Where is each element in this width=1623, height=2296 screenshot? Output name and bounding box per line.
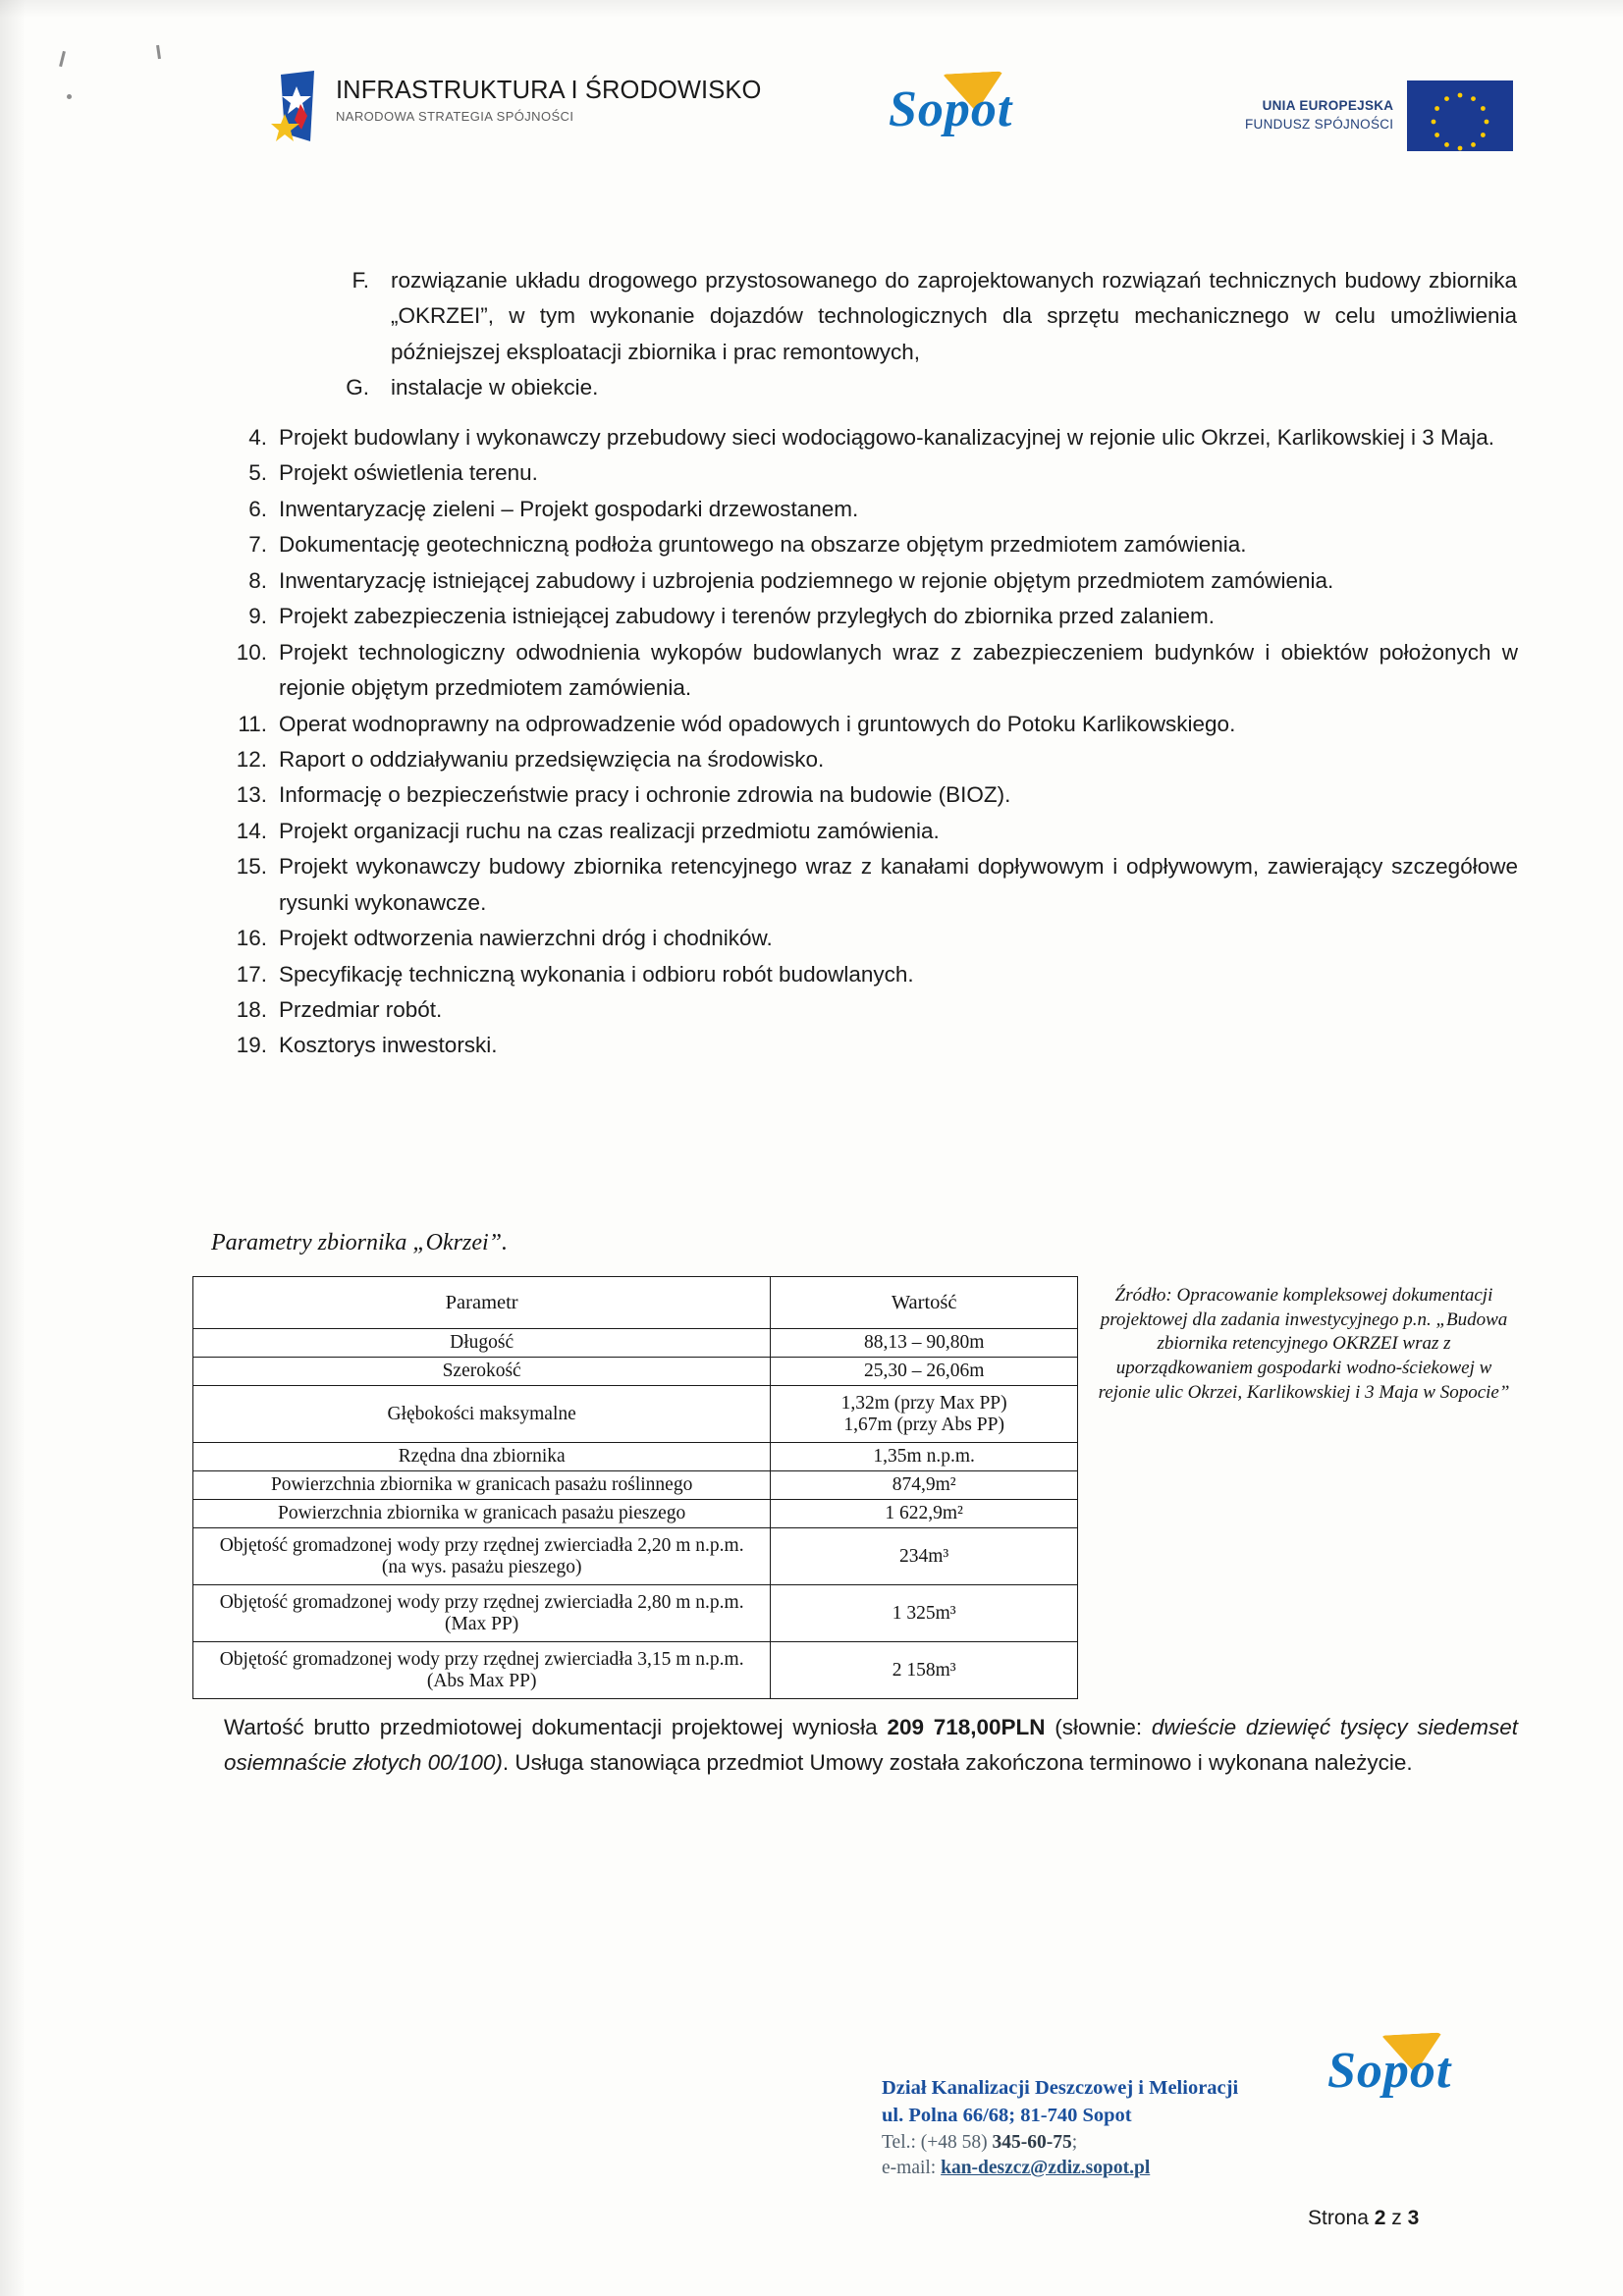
list-item-text: Projekt odtworzenia nawierzchni dróg i chodników. xyxy=(279,926,773,951)
list-item-text: Projekt organizacji ruchu na czas realizacji przedmiotu zamówienia. xyxy=(279,818,940,843)
table-row xyxy=(193,1358,1078,1386)
table-row xyxy=(193,1500,1078,1528)
list-item xyxy=(224,420,1518,455)
table-row xyxy=(193,1585,1078,1642)
list-marker: 14. xyxy=(236,818,267,843)
table-cell-parameter: Szerokość xyxy=(193,1358,771,1386)
list-item-text: Projekt wykonawczy budowy zbiornika retencyjnego wraz z kanałami dopływowym i odpływowym, zawierający szczegółowe rysunki wykonawcze. xyxy=(279,854,1518,915)
table-cell-value: 2 158m³ xyxy=(771,1642,1078,1699)
list-marker: 18. xyxy=(236,997,267,1022)
table-row xyxy=(193,1386,1078,1443)
table-cell-value: 25,30 – 26,06m xyxy=(771,1358,1078,1386)
footer-email-row xyxy=(882,2156,1238,2182)
list-item-text: Projekt zabezpieczenia istniejącej zabudowy i terenów przyległych do zbiornika przed zalaniem. xyxy=(279,604,1215,629)
table-cell-parameter-line2: (na wys. pasażu pieszego) xyxy=(381,1556,582,1577)
scan-edge-shadow-top xyxy=(0,0,1623,18)
table-cell-parameter-line1: Objętość gromadzonej wody przy rzędnej zwierciadła 2,20 m n.p.m. xyxy=(219,1534,744,1556)
list-marker: 4. xyxy=(248,425,267,450)
table-cell-parameter-line1: Objętość gromadzonej wody przy rzędnej zwierciadła 2,80 m n.p.m. xyxy=(219,1591,744,1613)
footer-address: ul. Polna 66/68; 81-740 Sopot xyxy=(882,2104,1132,2126)
footer-email-label: e-mail: xyxy=(882,2158,942,2179)
list-marker: 15. xyxy=(236,854,267,880)
scan-artifact-speck xyxy=(59,51,66,67)
table-cell-parameter: Powierzchnia zbiornika w granicach pasażu pieszego xyxy=(193,1500,771,1528)
list-marker: 10. xyxy=(236,639,267,665)
sopot-logo-header xyxy=(889,71,1036,153)
list-item-text: Inwentaryzację zieleni – Projekt gospodarki drzewostanem. xyxy=(279,496,859,521)
list-item xyxy=(224,527,1518,562)
eu-logo-line1: UNIA EUROPEJSKA xyxy=(1262,98,1394,114)
list-item-text: Dokumentację geotechniczną podłoża gruntowego na obszarze objętym przedmiotem zamówienia. xyxy=(279,532,1247,558)
table-cell-value: 874,9m² xyxy=(771,1471,1078,1500)
list-item xyxy=(224,492,1518,527)
list-marker: 13. xyxy=(236,782,267,808)
table-caption: Parametry zbiornika „Okrzei”. xyxy=(211,1230,508,1255)
infrastructure-title: INFRASTRUKTURA I ŚRODOWISKO xyxy=(336,77,762,104)
page-number xyxy=(1308,2207,1419,2230)
list-item xyxy=(224,1028,1518,1063)
footer-contact-block xyxy=(882,2075,1238,2182)
footer-department: Dział Kanalizacji Deszczowej i Melioracji xyxy=(882,2077,1239,2099)
list-item xyxy=(224,707,1518,742)
list-marker: G. xyxy=(346,375,369,400)
table-cell-value: 88,13 – 90,80m xyxy=(771,1329,1078,1358)
list-item-text: Inwentaryzację istniejącej zabudowy i uzbrojenia podziemnego w rejonie objętym przedmiotem zamówienia. xyxy=(279,567,1334,593)
list-marker: 9. xyxy=(248,604,267,629)
list-marker: 17. xyxy=(236,961,267,987)
table-cell-value: 1,35m n.p.m. xyxy=(771,1443,1078,1471)
list-item xyxy=(224,849,1518,921)
scan-edge-shadow-left xyxy=(0,0,26,2296)
closing-part3: . Usługa stanowiąca przedmiot Umowy została zakończona terminowo i wykonana należycie. xyxy=(502,1750,1413,1776)
list-item xyxy=(224,599,1518,634)
eu-logo xyxy=(1245,80,1513,151)
list-item xyxy=(324,370,1517,405)
table-header-value: Wartość xyxy=(771,1277,1078,1329)
table-cell-value-line2: 1,67m (przy Abs PP) xyxy=(843,1414,1004,1435)
table-row xyxy=(193,1329,1078,1358)
list-item xyxy=(224,742,1518,777)
table-cell-value: 1 325m³ xyxy=(771,1585,1078,1642)
reservoir-parameters-table xyxy=(192,1276,1078,1699)
list-item xyxy=(224,814,1518,849)
table-header-parameter: Parametr xyxy=(193,1277,771,1329)
closing-amount-words: dwieście dziewięć tysięcy siedemset osiemnaście złotych 00/100) xyxy=(224,1715,1518,1776)
page-header xyxy=(0,69,1623,163)
sopot-logo-text: Sopot xyxy=(889,81,1013,137)
closing-amount: 209 718,00PLN xyxy=(887,1715,1046,1739)
list-item xyxy=(224,635,1518,707)
footer-email-link[interactable]: kan-deszcz@zdiz.sopot.pl xyxy=(941,2158,1151,2179)
numbered-list xyxy=(224,420,1518,1064)
list-item-text: Raport o oddziaływaniu przedsięwzięcia na środowisko. xyxy=(279,746,825,772)
list-marker: 5. xyxy=(248,460,267,486)
list-item-text: Operat wodnoprawny na odprowadzenie wód opadowych i gruntowych do Potoku Karlikowskiego. xyxy=(279,711,1236,736)
table-row xyxy=(193,1528,1078,1585)
footer-phone-label: Tel.: (+48 58) xyxy=(882,2131,993,2153)
footer-phone-suffix: ; xyxy=(1071,2131,1078,2153)
table-cell-parameter-line2: (Abs Max PP) xyxy=(426,1670,537,1691)
table-cell-parameter: Długość xyxy=(193,1329,771,1358)
table-cell-value: 1 622,9m² xyxy=(771,1500,1078,1528)
alpha-list xyxy=(324,263,1517,406)
infrastructure-logo-text xyxy=(336,69,761,124)
table-row xyxy=(193,1471,1078,1500)
list-marker: F. xyxy=(352,268,369,293)
list-item xyxy=(224,921,1518,956)
sopot-logo-footer xyxy=(1327,2032,1475,2114)
table-cell-parameter-line2: (Max PP) xyxy=(445,1613,519,1634)
list-item-text: Specyfikację techniczną wykonania i odbioru robót budowlanych. xyxy=(279,961,914,987)
table-row xyxy=(193,1443,1078,1471)
list-item xyxy=(224,957,1518,992)
table-cell-parameter: Rzędna dna zbiornika xyxy=(193,1443,771,1471)
table-cell-parameter: Powierzchnia zbiornika w granicach pasażu roślinnego xyxy=(193,1471,771,1500)
list-marker: 19. xyxy=(236,1033,267,1058)
table-cell-parameter xyxy=(193,1528,771,1585)
table-row xyxy=(193,1642,1078,1699)
list-marker: 6. xyxy=(248,496,267,521)
table-cell-value: 234m³ xyxy=(771,1528,1078,1585)
footer-phone-number: 345-60-75 xyxy=(992,2131,1072,2153)
page-number-current: 2 xyxy=(1374,2207,1386,2229)
footer-phone xyxy=(882,2130,1238,2157)
list-item xyxy=(324,263,1517,370)
list-item-text: Kosztorys inwestorski. xyxy=(279,1033,498,1058)
list-marker: 11. xyxy=(238,711,267,736)
closing-part1: Wartość brutto przedmiotowej dokumentacji projektowej wyniosła xyxy=(224,1715,888,1739)
list-marker: 12. xyxy=(236,746,267,772)
table-cell-parameter xyxy=(193,1642,771,1699)
list-item-text: Informację o bezpieczeństwie pracy i ochronie zdrowia na budowie (BIOZ). xyxy=(279,782,1011,808)
closing-paragraph xyxy=(224,1710,1518,1782)
page-number-total: 3 xyxy=(1407,2207,1420,2229)
list-item xyxy=(224,777,1518,813)
page-number-label: Strona xyxy=(1308,2207,1375,2229)
table-header-row xyxy=(193,1277,1078,1329)
eu-flag-icon xyxy=(1407,80,1513,151)
list-marker: 16. xyxy=(236,926,267,951)
table-cell-parameter xyxy=(193,1585,771,1642)
scan-artifact-speck xyxy=(156,45,161,59)
list-item-text: Projekt technologiczny odwodnienia wykopów budowlanych wraz z zabezpieczeniem budynków i obiektów położonych w rejonie objętym przedmiotem zamówienia. xyxy=(279,639,1518,701)
table-cell-value xyxy=(771,1386,1078,1443)
infrastructure-flag-star-icon xyxy=(271,69,324,145)
closing-part2: (słownie: xyxy=(1045,1715,1152,1739)
table-source-note: Źródło: Opracowanie kompleksowej dokumentacji projektowej dla zadania inwestycyjnego p.n. „Budowa zbiornika retencyjnego OKRZEI wraz z uporządkowaniem gospodarki wodno-ściekowej w rejonie ulic Okrzei, Karlikowskiej i 3 Maja w Sopocie” xyxy=(1098,1285,1510,1403)
sopot-logo-text: Sopot xyxy=(1327,2043,1452,2099)
table-cell-value-line1: 1,32m (przy Max PP) xyxy=(840,1392,1007,1414)
list-marker: 7. xyxy=(248,532,267,558)
list-marker: 8. xyxy=(248,567,267,593)
list-item-text: rozwiązanie układu drogowego przystosowanego do zaprojektowanych rozwiązań technicznych budowy zbiornika „OKRZEI”, w tym wykonanie dojazdów technologicznych dla sprzętu mechanicznego w celu umożliwienia późniejszej eksploatacji zbiornika i prac remontowych, xyxy=(391,268,1517,364)
infrastructure-logo xyxy=(271,69,761,145)
list-item xyxy=(224,563,1518,599)
list-item-text: Projekt budowlany i wykonawczy przebudowy sieci wodociągowo-kanalizacyjnej w rejonie ulic Okrzei, Karlikowskiej i 3 Maja. xyxy=(279,425,1495,450)
infrastructure-subtitle: NARODOWA STRATEGIA SPÓJNOŚCI xyxy=(336,108,574,124)
list-item xyxy=(224,992,1518,1028)
table-cell-parameter-line1: Objętość gromadzonej wody przy rzędnej zwierciadła 3,15 m n.p.m. xyxy=(219,1648,744,1670)
page-number-of: z xyxy=(1385,2207,1408,2229)
list-item-text: instalacje w obiekcie. xyxy=(391,375,599,400)
table-cell-parameter: Głębokości maksymalne xyxy=(193,1386,771,1443)
list-item-text: Przedmiar robót. xyxy=(279,997,443,1022)
list-item xyxy=(224,455,1518,491)
eu-logo-line2: FUNDUSZ SPÓJNOŚCI xyxy=(1245,117,1394,132)
eu-logo-text xyxy=(1245,97,1393,134)
list-item-text: Projekt oświetlenia terenu. xyxy=(279,460,538,486)
